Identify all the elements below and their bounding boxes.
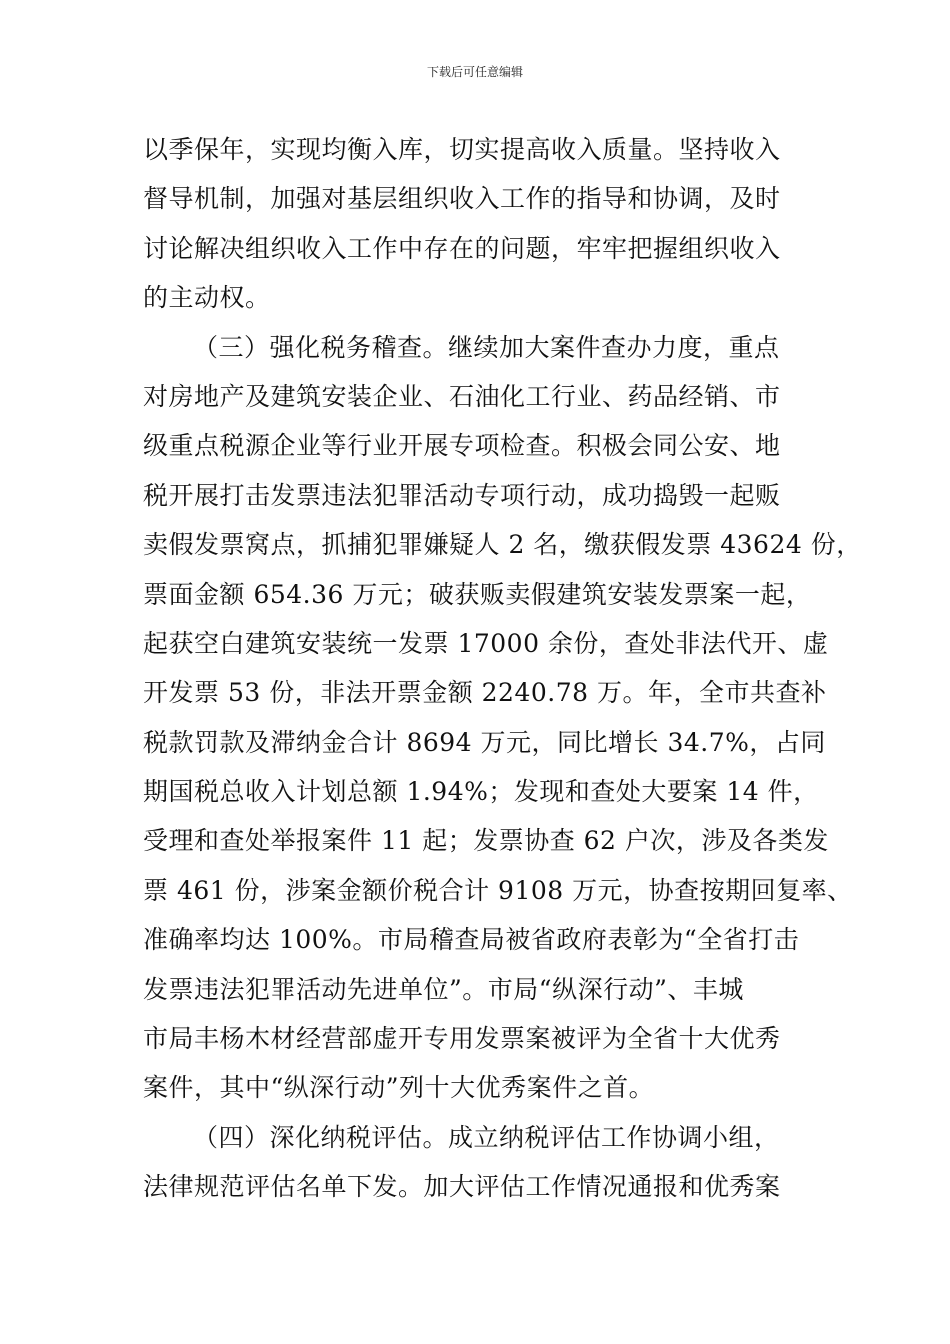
text-line: 开发票 53 份，非法开票金额 2240.78 万。年，全市共查补 (143, 678, 827, 708)
text-line: 起获空白建筑安装统一发票 17000 余份，查处非法代开、虚 (143, 628, 829, 658)
text-line: 受理和查处举报案件 11 起；发票协查 62 户次，涉及各类发 (143, 826, 829, 856)
text-line: 准确率均达 100%。市局稽查局被省政府表彰为“全省打击 (143, 925, 800, 955)
text-line: 税开展打击发票违法犯罪活动专项行动，成功捣毁一起贩 (143, 480, 781, 510)
text-line: 的主动权。 (143, 283, 271, 313)
section-heading-line: （四）深化纳税评估。成立纳税评估工作协调小组， (193, 1122, 780, 1152)
text-line: 讨论解决组织收入工作中存在的问题，牢牢把握组织收入 (143, 233, 781, 263)
text-line: 案件，其中“纵深行动”列十大优秀案件之首。 (143, 1073, 655, 1103)
text-line: 对房地产及建筑安装企业、石油化工行业、药品经销、市 (143, 381, 781, 411)
text-line: 票 461 份，涉案金额价税合计 9108 万元，协查按期回复率、 (143, 875, 853, 905)
text-line: 期国税总收入计划总额 1.94%；发现和查处大要案 14 件， (143, 777, 819, 807)
text-line: 税款罚款及滞纳金合计 8694 万元，同比增长 34.7%，占同 (143, 727, 826, 757)
page-header-note: 下载后可任意编辑 (426, 65, 523, 79)
text-line: 级重点税源企业等行业开展专项检查。积极会同公安、地 (143, 431, 781, 461)
text-line: 以季保年，实现均衡入库，切实提高收入质量。坚持收入 (143, 135, 781, 164)
text-line: 卖假发票窝点，抓捕犯罪嫌疑人 2 名，缴获假发票 43624 份， (143, 530, 862, 560)
text-line: 市局丰杨木材经营部虚开专用发票案被评为全省十大优秀 (143, 1024, 781, 1054)
text-line: 督导机制，加强对基层组织收入工作的指导和协调，及时 (143, 184, 781, 214)
document-body (143, 125, 862, 1212)
section-heading-line: （三）强化税务稽查。继续加大案件查办力度，重点 (193, 332, 780, 362)
text-line: 发票违法犯罪活动先进单位”。市局“纵深行动”、丰城 (143, 974, 744, 1004)
text-line: 法律规范评估名单下发。加大评估工作情况通报和优秀案 (143, 1172, 781, 1202)
text-line: 票面金额 654.36 万元；破获贩卖假建筑安装发票案一起， (143, 579, 812, 609)
